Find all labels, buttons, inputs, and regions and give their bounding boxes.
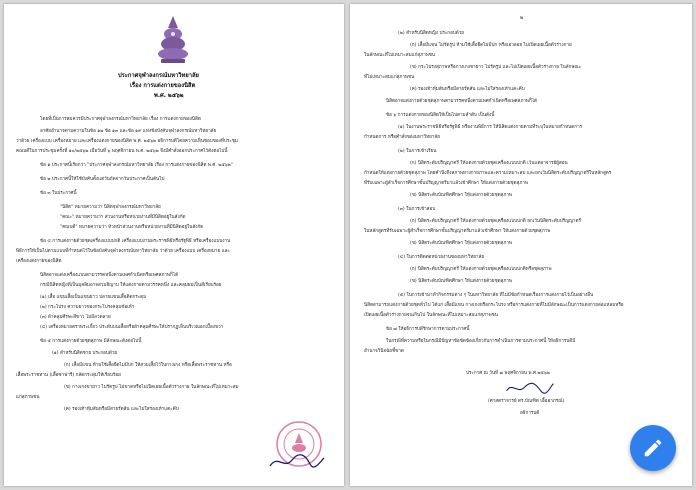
text-line: (ก) เสื้อมีแขน ห้ามใช้เสื้อยืดไม่มีปก ให้สวมเสื้อไว้ในกางเกง หรือเสื้อพระราชทาน หรือ xyxy=(64,363,232,368)
edit-fab-button[interactable] xyxy=(630,425,676,471)
text-line: (ข) กางเกงขายาว ไม่รัดรูป ไม่ขาดหรือไม่เปิดเผยเนื้อตัวร่างกาย ในลักษณะที่ไม่เหมาะสม xyxy=(64,385,239,390)
signature-icon xyxy=(266,452,326,472)
text-line: (๒) สำหรับนิสิตหญิง ประกอบด้วย xyxy=(398,31,465,36)
text-line: (๕) ในการเข้ามาทำกิจกรรมต่าง ๆ ในมหาวิทยาลัย ที่ไม่มีข้อกำหนดเรื่องการแต่งกายไว้เป็นอย่างอื่น xyxy=(398,293,594,298)
text-line: (ข) นิสิตระดับบัณฑิตศึกษา ให้แต่งกายด้วยชุดสุภาพ xyxy=(410,279,512,284)
text-line: กรณีนิสิตหญิงที่เป็นมุสลิมอาจสวมฮิญาบ ให้แต่งกายตามวรรคหนึ่ง และคลุมผมเป็นสีเรียบร้อย xyxy=(40,283,222,288)
text-line: ในกรณีที่ความหรือในกรณีมีปัญหาข้อขัดข้องเกี่ยวกับการดำเนินการตามประกาศนี้ ให้อธิการบดีมี xyxy=(386,339,576,344)
signer-title: อธิการบดี xyxy=(520,411,540,416)
text-line: นิสิตอาจแต่งกายด้วยชุดสุภาพตามวรรคหนึ่งตามเพศกำเนิดหรือเพศสภาพก็ได้ xyxy=(386,99,538,104)
text-line: (ข) กระโปรงสุภาพหรือกางเกงขายาว ไม่รัดรูป และไม่เปิดเผยเนื้อตัวร่างกาย ในลักษณะ xyxy=(410,65,582,70)
text-line: (๓) ในการเข้าสอบ xyxy=(398,207,436,212)
text-line: อำนาจวินิจฉัยชี้ขาด xyxy=(364,349,404,354)
text-line: (ข) นิสิตระดับบัณฑิตศึกษา ให้แต่งกายด้วยชุดสุภาพ xyxy=(410,193,512,198)
text-line: แก่สุภาพชน xyxy=(16,395,40,400)
document-page-left xyxy=(4,4,344,486)
text-line: ข้อ ๖ การแต่งกายของนิสิตให้เป็นไปตามลำดับ เป็นดังนี้ xyxy=(386,113,495,118)
text-line: ข้อ ๑ ประกาศนี้เรียกว่า "ประกาศจุฬาลงกรณ์มหาวิทยาลัย เรื่อง การแต่งกายของนิสิต พ.ศ. ๒๕๖๒" xyxy=(40,163,233,168)
document-page-right xyxy=(350,4,692,486)
text-line: "นิสิต" หมายความว่า นิสิตจุฬาลงกรณ์มหาวิทยาลัย xyxy=(60,205,161,210)
text-line: ที่รับเฉพาะผู้สำเร็จการศึกษาขั้นปริญญาตรีมาแล้วเข้าศึกษา ให้แต่งกายด้วยชุดสุภาพ xyxy=(364,181,528,186)
text-line: (ก) นิสิตระดับปริญญาตรี ให้แต่งกายด้วยชุดเครื่องแบบปกติ เว้นแต่อาจารย์ผู้สอน xyxy=(410,161,568,166)
text-line: เสื้อพระราชทาน (เสื้อซาฟารี) กลัดกระดุมให้เรียบร้อย xyxy=(16,373,121,378)
text-line: "คณบดี" หมายความว่า หัวหน้าส่วนงานหรือหน่วยงานที่มีนิสิตอยู่ในสังกัด xyxy=(60,225,204,230)
text-line: (๒) ในการเข้าเรียน xyxy=(398,149,437,154)
text-line: คณบดีในการประชุมครั้งที่ ๑๐/๒๕๖๒ เมื่อวันที่ ๖ พฤศจิกายน พ.ศ. ๒๕๖๒ จึงมีคำสั่งออกประกาศไว้ดังต่อไปนี้ xyxy=(16,149,228,154)
text-line: ที่ไม่เหมาะสมแก่สุภาพชน xyxy=(364,75,415,80)
text-line: ข้อ ๔ การแต่งกายด้วยชุดเครื่องแบบปกติ เครื่องแบบงานพระราชพิธีหรือรัฐพิธี หรือเครื่องแบบงาน xyxy=(40,239,231,244)
text-line: ข้อ ๕ การแต่งกายด้วยชุดสุภาพ มีลักษณะดังต่อไปนี้ xyxy=(40,339,142,344)
text-line: (๓) ผ้าคลุมศีรษะสีขาว ไม่มีลวดลาย xyxy=(40,315,111,320)
text-line: (ก) นิสิตระดับปริญญาตรี ให้แต่งกายด้วยชุดเครื่องแบบปกติหรือชุดสุภาพ xyxy=(410,267,552,272)
text-line: (ค) รองเท้าหุ้มส้นหรือมีสายรัดส้น และไม่ใส่รองเท้าแตะคีบ xyxy=(410,87,525,92)
text-line: อาศัยอำนาจตามความในข้อ ๑๒ ข้อ ๑๓ และข้อ ๑๙ แห่งข้อบังคับจุฬาลงกรณ์มหาวิทยาลัย xyxy=(40,129,217,134)
text-line: ในลักษณะที่ไม่เหมาะสมแก่สุภาพชน xyxy=(364,53,436,58)
text-line: กำหนดให้แต่งกายด้วยชุดสุภาพ โดยคำนึงถึงสภาพทางกายภาพและความเหมาะสม และยกเว้นนิสิตระดับปริญญาตรีในหลักสูตร xyxy=(364,171,612,176)
text-line: เปิดเผยเนื้อตัวร่างกายจนเกินไป ในลักษณะที่ไม่เหมาะสมแก่สุภาพชน xyxy=(364,313,498,318)
text-line: ข้อ ๗ ให้อธิการบดีรักษาการตามประกาศนี้ xyxy=(386,327,470,332)
text-line: (ค) รองเท้าหุ้มส้นหรือมีสายรัดส้น และไม่ใส่รองเท้าแตะคีบ xyxy=(64,407,179,412)
text-line: (๑) เสื้อ แขนเสื้อเป็นแขนยาว ปลายแขนเสื้อติดกระดุม xyxy=(40,295,147,300)
date-line: ประกาศ ณ วันที่ ๗ พฤศจิกายน พ.ศ.๒๕๖๒ xyxy=(466,371,550,376)
document-title-line: พ.ศ. ๒๕๖๒ xyxy=(154,93,184,99)
text-line: (๔) ในการติดต่อหน่วยงานของมหาวิทยาลัย xyxy=(398,255,485,260)
text-line: (๑) ในงานพระราชพิธีหรือรัฐพิธี หรืองานพิธีการ ให้นิสิตแต่งกายตามที่ระบุในหมายกำหนดการ xyxy=(398,125,583,130)
text-line: ข้อ ๓ ในประกาศนี้ xyxy=(40,191,77,196)
text-line: (ก) นิสิตระดับปริญญาตรี ให้แต่งกายด้วยชุดเครื่องแบบปกติ ยกเว้นนิสิตระดับปริญญาตรี xyxy=(410,219,581,224)
text-line: นิสิตอาจแต่งเครื่องแบบตามวรรคหนึ่งตามเพศกำเนิดหรือเพศสภาพก็ได้ xyxy=(40,273,179,278)
text-line: (๒) กระโปรง ความยาวของกระโปรงคลุมข้อเท้า xyxy=(40,305,135,310)
document-title-line: ประกาศจุฬาลงกรณ์มหาวิทยาลัย xyxy=(118,73,199,79)
text-line: "คณะ" หมายความว่า ส่วนงานหรือหน่วยงานที่มีนิสิตอยู่ในสังกัด xyxy=(60,215,186,220)
text-line: พิธีการให้เป็นไปตามแบบที่กำหนดไว้ในข้อบังคับจุฬาลงกรณ์มหาวิทยาลัย ว่าด้วย เครื่องแบบ เครื่องหมาย และ xyxy=(16,249,230,254)
page-number: ๒ xyxy=(520,15,524,21)
text-line: (๑) สำหรับนิสิตชาย ประกอบด้วย xyxy=(52,351,118,356)
signature-icon xyxy=(500,380,560,398)
text-line: (๔) เครื่องหมายตราพระเกี้ยว ประดับบนเสื้อหรือผ้าคลุมศีรษะให้ปรากฏเห็นบริเวณอกเบื้องขวา xyxy=(40,325,224,330)
text-line: ข้อ ๒ ประกาศนี้ให้ใช้บังคับตั้งแต่วันถัดจากวันประกาศเป็นต้นไป xyxy=(40,177,165,182)
text-line: นิสิตสามารถแต่งกายด้วยชุดทั่วไป ได้แก่ เสื้อมีแขน กางเกงหรือกระโปรง หรือการแต่งกายที่ไม่มีลักษณะเป็นการแต่งกายล่อแหลมหรือ xyxy=(364,303,624,308)
text-line: ว่าด้วย เครื่องแบบ เครื่องหมาย และเครื่องแต่งกายของนิสิต พ.ศ. ๒๕๖๒ อธิการบดีโดยความเห็นชอบของที่ประชุม xyxy=(16,139,238,144)
pencil-icon xyxy=(642,437,664,459)
text-line: โดยที่เป็นการสมควรมีประกาศจุฬาลงกรณ์มหาวิทยาลัย เรื่อง การแต่งกายของนิสิต xyxy=(40,117,201,122)
document-title-line: เรื่อง การแต่งกายของนิสิต xyxy=(130,83,196,89)
text-line: กำหนดการ หรือคำสั่งของมหาวิทยาลัย xyxy=(364,135,440,140)
text-line: ในหลักสูตรที่รับเฉพาะผู้สำเร็จการศึกษาขั้นปริญญาตรีมาแล้วเข้าศึกษา ให้แต่งกายด้วยชุดสุภาพ xyxy=(364,229,551,234)
university-seal-icon xyxy=(155,14,191,64)
signer-name: (ศาสตราจารย์ ดร.บัณฑิต เอื้ออาภรณ์) xyxy=(488,399,565,404)
text-line: (ก) เสื้อมีแขน ไม่รัดรูป ห้ามใช้เสื้อยืดไม่มีปก หรือเอวลอย ไม่เปิดเผยเนื้อตัวร่างกาย xyxy=(410,43,572,48)
text-line: (ข) นิสิตระดับบัณฑิตศึกษา ให้แต่งกายด้วยชุดสุภาพ xyxy=(410,241,512,246)
text-line: เครื่องแต่งกายของนิสิต xyxy=(16,259,62,264)
